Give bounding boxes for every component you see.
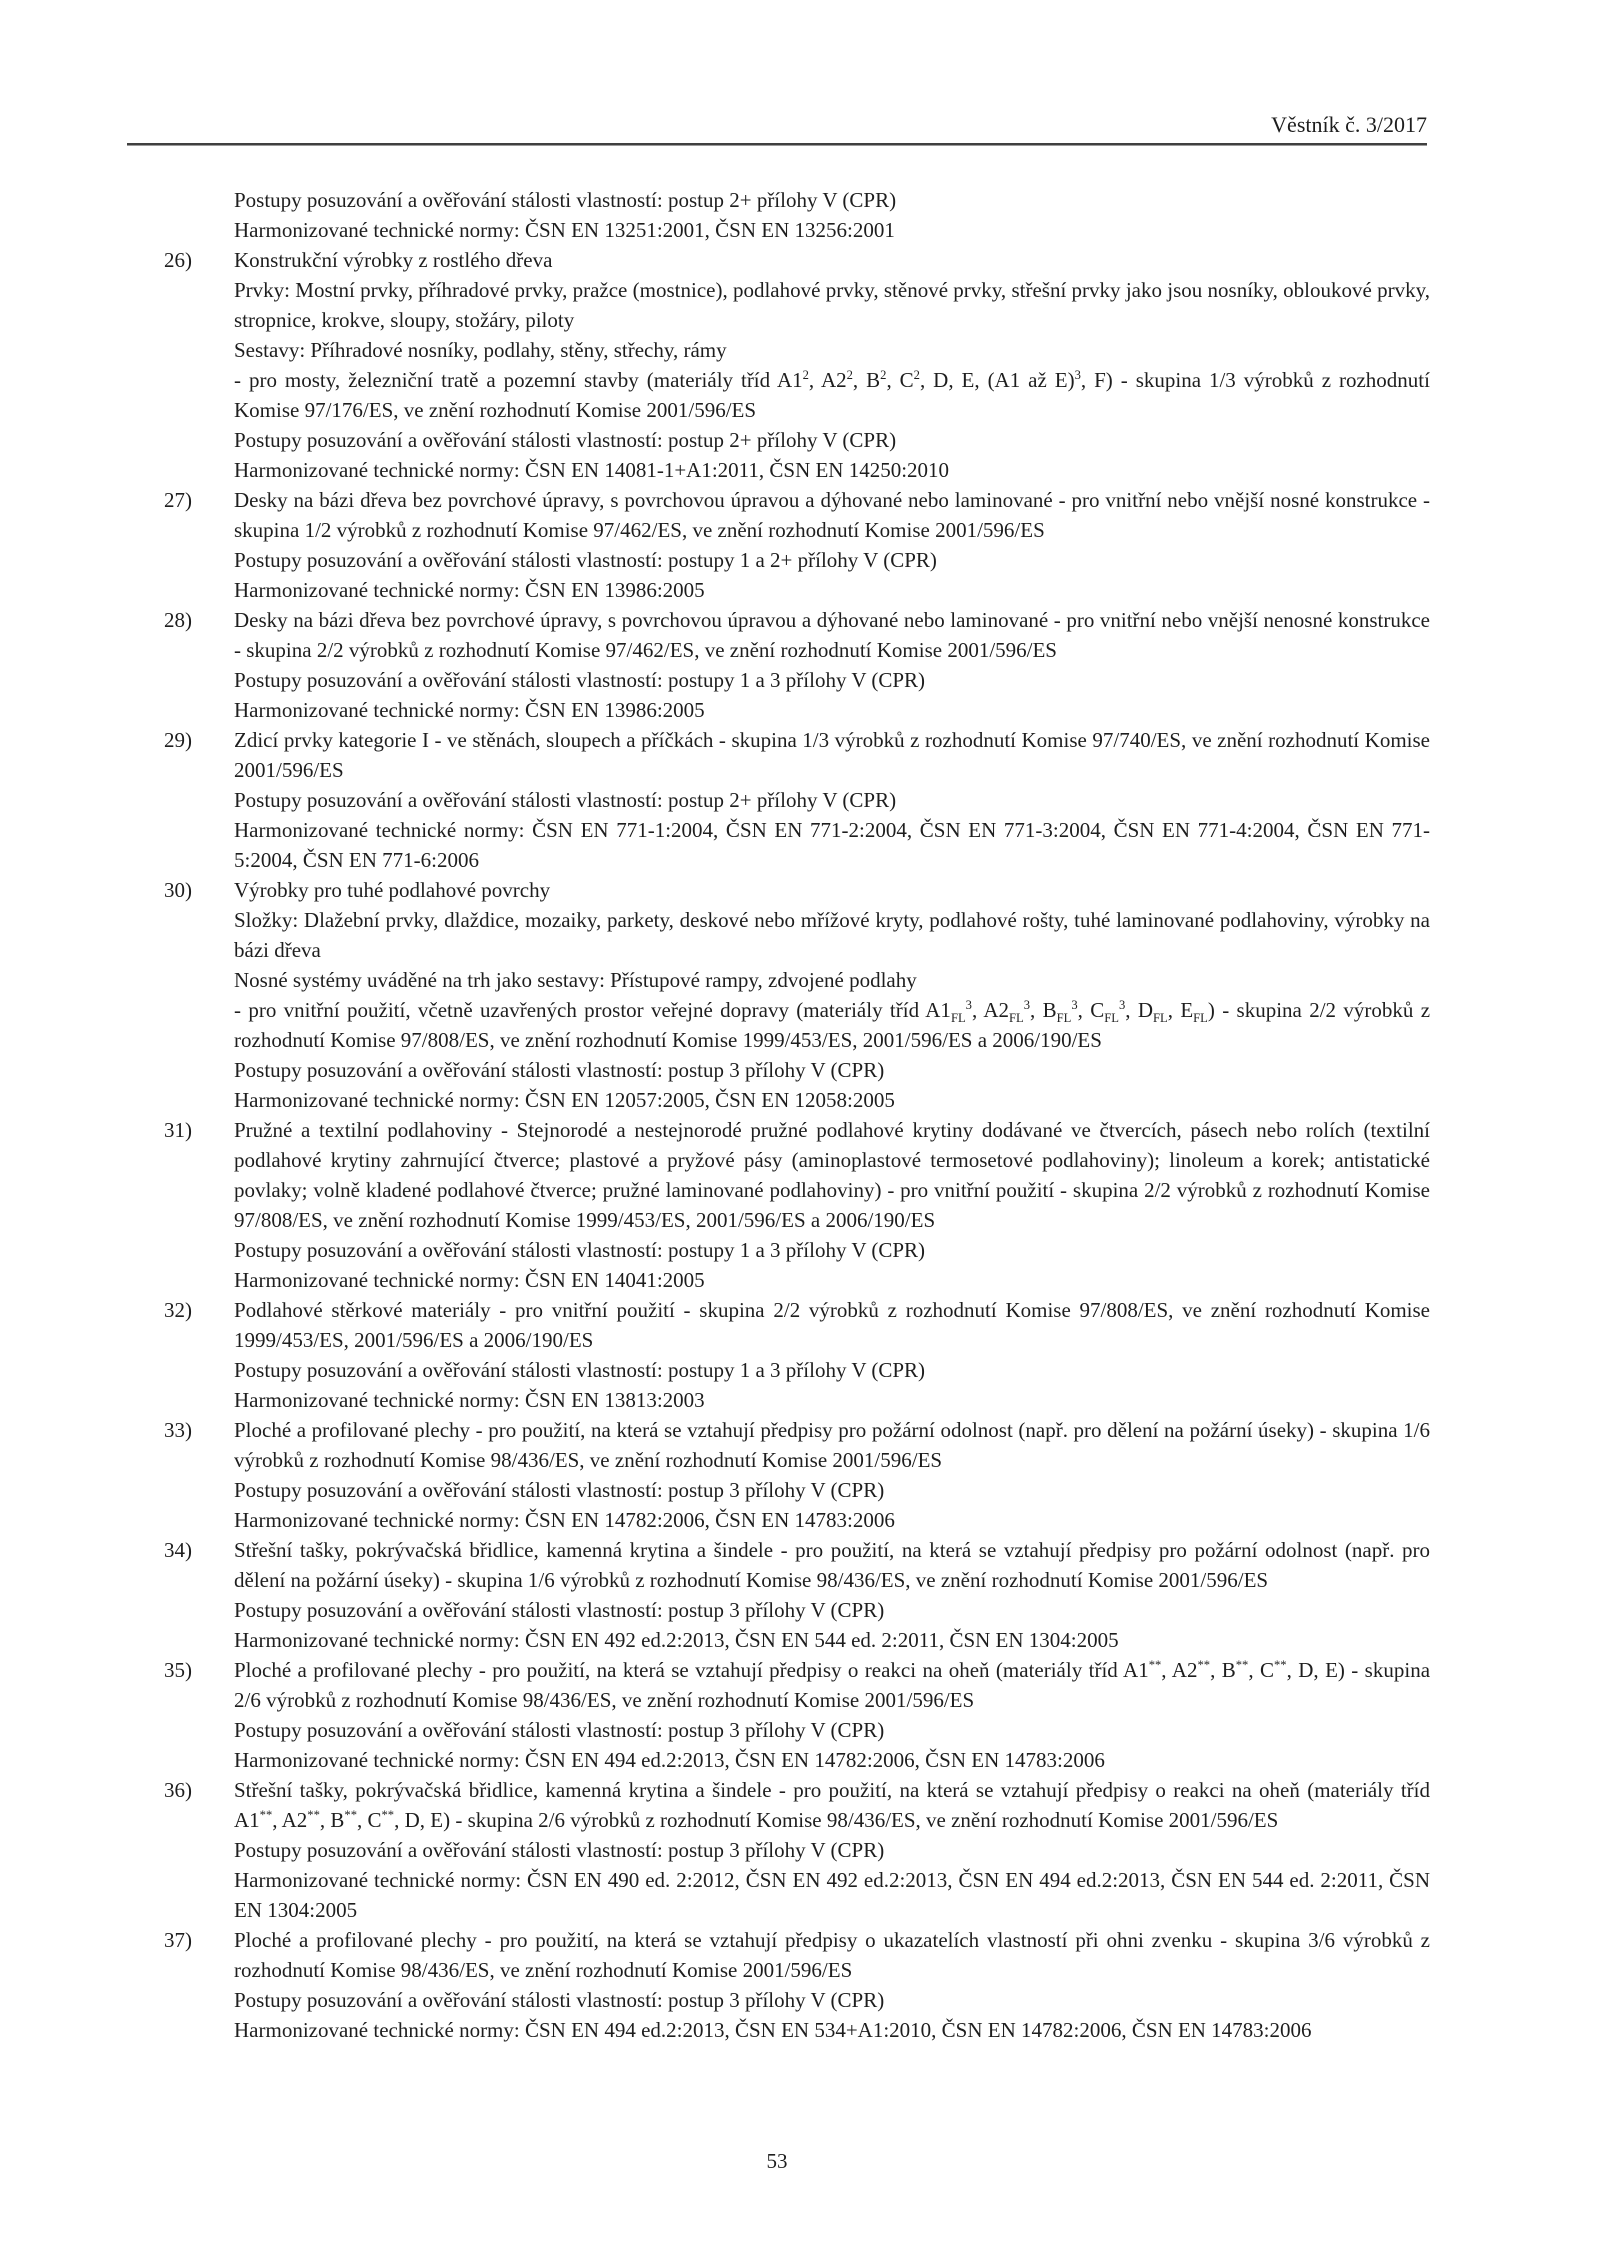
paragraph: Postupy posuzování a ověřování stálosti vlastností: postupy 1 a 2+ přílohy V (CPR) [234, 548, 937, 572]
paragraph: Postupy posuzování a ověřování stálosti vlastností: postupy 1 a 3 přílohy V (CPR) [234, 1238, 926, 1262]
paragraph: Postupy posuzování a ověřování stálosti vlastností: postup 3 přílohy V (CPR) [234, 1598, 885, 1622]
header-rule [127, 143, 1427, 146]
item-number: 33) [164, 1418, 192, 1442]
paragraph: Harmonizované technické normy: ČSN EN 490 ed. 2:2012, ČSN EN 492 ed.2:2013, ČSN EN 494 ed.2:2013, ČSN EN 544 ed. 2:2011, ČSN EN 1304:2005 [234, 1868, 1430, 1922]
paragraph: Prvky: Mostní prvky, příhradové prvky, pražce (mostnice), podlahové prvky, stěnové prvky, střešní prvky jako jsou nosníky, obloukové prvky, stropnice, krokve, sloupy, stožáry, piloty [234, 278, 1430, 332]
paragraph: Postupy posuzování a ověřování stálosti vlastností: postup 3 přílohy V (CPR) [234, 1988, 885, 2012]
paragraph: Harmonizované technické normy: ČSN EN 14782:2006, ČSN EN 14783:2006 [234, 1508, 895, 1532]
numbered-list [127, 245, 1430, 2045]
paragraph: - pro mosty, železniční tratě a pozemní stavby (materiály tříd $A1^2$, $A2^2$, $B^2$, $C^2$, D, E, (A1 až E)$^3$, F) - skupina 1/3 výrobků z rozhodnutí Komise 97/176/ES, ve znění rozhodnutí Komise 2001/596/ES [234, 368, 1430, 422]
list-item [127, 1415, 1430, 1535]
list-item [127, 1295, 1430, 1415]
item-body [234, 1775, 1430, 1925]
paragraph: Zdicí prvky kategorie I - ve stěnách, sloupech a příčkách - skupina 1/3 výrobků z rozhodnutí Komise 97/740/ES, ve znění rozhodnutí Komise 2001/596/ES [234, 728, 1430, 782]
paragraph: Nosné systémy uváděné na trh jako sestavy: Přístupové rampy, zdvojené podlahy [234, 968, 917, 992]
list-item [127, 1655, 1430, 1775]
paragraph: Postupy posuzování a ověřování stálosti vlastností: postup 2+ přílohy V (CPR) [234, 788, 897, 812]
page-number: 53 [766, 2149, 788, 2173]
list-item [127, 875, 1430, 1115]
paragraph: Postupy posuzování a ověřování stálosti vlastností: postup 3 přílohy V (CPR) [234, 1718, 885, 1742]
paragraph: Harmonizované technické normy: ČSN EN 13813:2003 [234, 1388, 705, 1412]
item-number: 28) [164, 608, 192, 632]
item-body [234, 1535, 1430, 1655]
item-number: 34) [164, 1538, 192, 1562]
list-item [127, 1925, 1430, 2045]
paragraph: Harmonizované technické normy: ČSN EN 13986:2005 [234, 578, 705, 602]
paragraph: Harmonizované technické normy: ČSN EN 771-1:2004, ČSN EN 771-2:2004, ČSN EN 771-3:2004, ČSN EN 771-4:2004, ČSN EN 771-5:2004, ČSN EN 771-6:2006 [234, 818, 1430, 872]
paragraph: Složky: Dlažební prvky, dlaždice, mozaiky, parkety, deskové nebo mřížové kryty, podlahové rošty, tuhé laminované podlahoviny, výrobky na bázi dřeva [234, 908, 1430, 962]
paragraph: Postupy posuzování a ověřování stálosti vlastností: postup 2+ přílohy V (CPR) [234, 428, 897, 452]
paragraph: Harmonizované technické normy: ČSN EN 14081-1+A1:2011, ČSN EN 14250:2010 [234, 458, 950, 482]
paragraph: Harmonizované technické normy: ČSN EN 492 ed.2:2013, ČSN EN 544 ed. 2:2011, ČSN EN 1304:2005 [234, 1628, 1119, 1652]
item-body [234, 725, 1430, 875]
item-body [234, 875, 1430, 1115]
paragraph: Harmonizované technické normy: ČSN EN 13986:2005 [234, 698, 705, 722]
paragraph: Konstrukční výrobky z rostlého dřeva [234, 248, 553, 272]
paragraph: Harmonizované technické normy: ČSN EN 14041:2005 [234, 1268, 705, 1292]
list-item [127, 245, 1430, 485]
item-body [234, 605, 1430, 725]
paragraph: Střešní tašky, pokrývačská břidlice, kamenná krytina a šindele - pro použití, na která se vztahují předpisy pro požární odolnost (např. pro dělení na požární úseky) - skupina 1/6 výrobků z rozhodnutí Komise 98/436/ES, ve znění rozhodnutí Komise 2001/596/ES [234, 1538, 1430, 1592]
intro-paragraphs [127, 185, 1430, 245]
list-item [127, 1115, 1430, 1295]
item-number: 32) [164, 1298, 192, 1322]
paragraph: Pružné a textilní podlahoviny - Stejnorodé a nestejnorodé pružné podlahové krytiny dodávané ve čtvercích, pásech nebo rolích (textilní podlahové krytiny zahrnující čtverce; plastové a pryžové pásy (aminoplastové termosetové podlahoviny); linoleum a korek; antistatické povlaky; volně kladené podlahové čtverce; pružné laminované podlahoviny) - pro vnitřní použití - skupina 2/2 výrobků z rozhodnutí Komise 97/808/ES, ve znění rozhodnutí Komise 1999/453/ES, 2001/596/ES a 2006/190/ES [234, 1118, 1430, 1232]
paragraph: Ploché a profilované plechy - pro použití, na která se vztahují předpisy o ukazatelích vlastností při ohni zvenku - skupina 3/6 výrobků z rozhodnutí Komise 98/436/ES, ve znění rozhodnutí Komise 2001/596/ES [234, 1928, 1430, 1982]
paragraph: - pro vnitřní použití, včetně uzavřených prostor veřejné dopravy (materiály tříd $A1_{FL}^3$, $A2_{FL}^3$, $B_{FL}^3$, $C_{FL}^3$, $D_{FL}$, $E_{FL}$) - skupina 2/2 výrobků z rozhodnutí Komise 97/808/ES, ve znění rozhodnutí Komise 1999/453/ES, 2001/596/ES a 2006/190/ES [234, 998, 1431, 1052]
item-body [234, 1925, 1430, 2045]
paragraph: Postupy posuzování a ověřování stálosti vlastností: postup 3 přílohy V (CPR) [234, 1838, 885, 1862]
list-item [127, 725, 1430, 875]
item-body [234, 245, 1430, 485]
item-body [234, 1655, 1430, 1775]
list-item [127, 605, 1430, 725]
item-body [234, 1295, 1430, 1415]
paragraph: Desky na bázi dřeva bez povrchové úpravy, s povrchovou úpravou a dýhované nebo laminované - pro vnitřní nebo vnější nenosné konstrukce - skupina 2/2 výrobků z rozhodnutí Komise 97/462/ES, ve znění rozhodnutí Komise 2001/596/ES [234, 608, 1430, 662]
item-number: 31) [164, 1118, 192, 1142]
paragraph: Střešní tašky, pokrývačská břidlice, kamenná krytina a šindele - pro použití, na která se vztahují předpisy o reakci na oheň (materiály tříd A1**, A2**, B**, C**, D, E) - skupina 2/6 výrobků z rozhodnutí Komise 98/436/ES, ve znění rozhodnutí Komise 2001/596/ES [234, 1778, 1430, 1832]
item-body [234, 1415, 1430, 1535]
paragraph: Ploché a profilované plechy - pro použití, na která se vztahují předpisy pro požární odolnost (např. pro dělení na požární úseky) - skupina 1/6 výrobků z rozhodnutí Komise 98/436/ES, ve znění rozhodnutí Komise 2001/596/ES [234, 1418, 1430, 1472]
paragraph: Harmonizované technické normy: ČSN EN 494 ed.2:2013, ČSN EN 14782:2006, ČSN EN 14783:2006 [234, 1748, 1105, 1772]
list-item [127, 1535, 1430, 1655]
item-number: 27) [164, 488, 192, 512]
item-number: 35) [164, 1658, 192, 1682]
paragraph: Postupy posuzování a ověřování stálosti vlastností: postupy 1 a 3 přílohy V (CPR) [234, 668, 926, 692]
item-body [234, 1115, 1430, 1295]
paragraph: Sestavy: Příhradové nosníky, podlahy, stěny, střechy, rámy [234, 338, 727, 362]
paragraph: Postupy posuzování a ověřování stálosti vlastností: postup 3 přílohy V (CPR) [234, 1478, 885, 1502]
item-number: 26) [164, 248, 192, 272]
list-item [127, 1775, 1430, 1925]
header-title: Věstník č. 3/2017 [1271, 112, 1427, 137]
item-number: 29) [164, 728, 192, 752]
paragraph: Harmonizované technické normy: ČSN EN 12057:2005, ČSN EN 12058:2005 [234, 1088, 895, 1112]
paragraph: Harmonizované technické normy: ČSN EN 494 ed.2:2013, ČSN EN 534+A1:2010, ČSN EN 14782:2006, ČSN EN 14783:2006 [234, 2018, 1312, 2042]
page-header [127, 112, 1427, 138]
paragraph: Harmonizované technické normy: ČSN EN 13251:2001, ČSN EN 13256:2001 [234, 218, 895, 242]
item-number: 30) [164, 878, 192, 902]
document-content [127, 185, 1430, 2045]
item-number: 36) [164, 1778, 192, 1802]
list-item [127, 485, 1430, 605]
paragraph: Výrobky pro tuhé podlahové povrchy [234, 878, 551, 902]
paragraph: Postupy posuzování a ověřování stálosti vlastností: postupy 1 a 3 přílohy V (CPR) [234, 1358, 926, 1382]
paragraph: Postupy posuzování a ověřování stálosti vlastností: postup 2+ přílohy V (CPR) [234, 188, 897, 212]
page-footer [127, 2146, 1427, 2176]
paragraph: Podlahové stěrkové materiály - pro vnitřní použití - skupina 2/2 výrobků z rozhodnutí Komise 97/808/ES, ve znění rozhodnutí Komise 1999/453/ES, 2001/596/ES a 2006/190/ES [234, 1298, 1430, 1352]
item-number: 37) [164, 1928, 192, 1952]
item-body [234, 485, 1430, 605]
paragraph: Ploché a profilované plechy - pro použití, na která se vztahují předpisy o reakci na oheň (materiály tříd A1**, A2**, B**, C**, D, E) - skupina 2/6 výrobků z rozhodnutí Komise 98/436/ES, ve znění rozhodnutí Komise 2001/596/ES [234, 1658, 1431, 1712]
paragraph: Postupy posuzování a ověřování stálosti vlastností: postup 3 přílohy V (CPR) [234, 1058, 885, 1082]
paragraph: Desky na bázi dřeva bez povrchové úpravy, s povrchovou úpravou a dýhované nebo laminované - pro vnitřní nebo vnější nosné konstrukce - skupina 1/2 výrobků z rozhodnutí Komise 97/462/ES, ve znění rozhodnutí Komise 2001/596/ES [234, 488, 1430, 542]
